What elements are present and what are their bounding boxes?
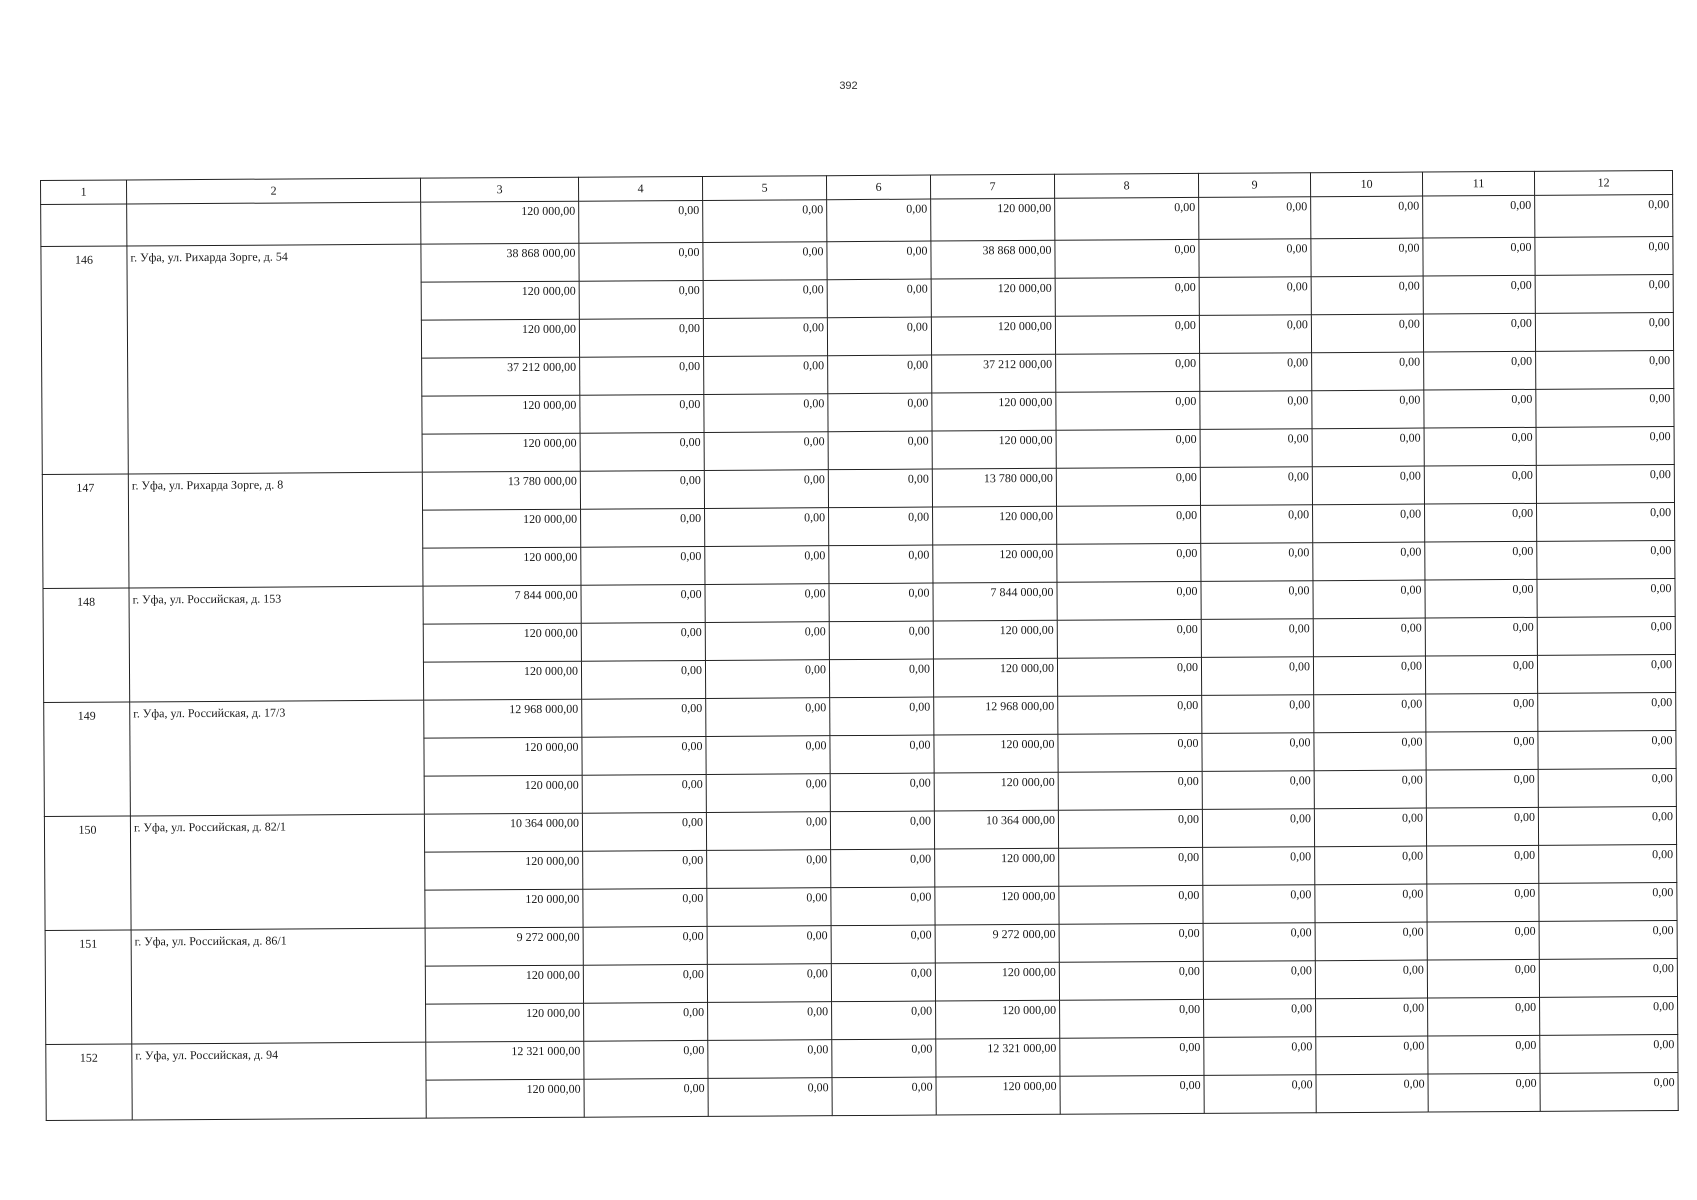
- value-cell: 12 321 000,00: [426, 1041, 584, 1080]
- value-cell: 120 000,00: [932, 430, 1056, 469]
- value-cell: 0,00: [579, 318, 703, 357]
- column-header: 9: [1198, 173, 1310, 198]
- value-cell: 0,00: [1427, 959, 1539, 998]
- value-cell: 0,00: [1204, 1037, 1316, 1076]
- document-sheet: [40, 170, 1678, 1121]
- value-cell: 0,00: [1202, 733, 1314, 772]
- column-header: 11: [1422, 171, 1534, 196]
- column-header: 10: [1310, 172, 1422, 197]
- value-cell: 0,00: [829, 545, 933, 584]
- value-cell: 0,00: [1315, 960, 1427, 999]
- column-header: 2: [127, 178, 421, 204]
- value-cell: 0,00: [1426, 769, 1538, 808]
- value-cell: 0,00: [1201, 543, 1313, 582]
- value-cell: 0,00: [1056, 467, 1200, 506]
- value-cell: 120 000,00: [423, 623, 581, 662]
- value-cell: 0,00: [582, 698, 706, 737]
- value-cell: 0,00: [1535, 195, 1673, 238]
- value-cell: 0,00: [580, 432, 704, 471]
- value-cell: 0,00: [705, 584, 829, 623]
- value-cell: 0,00: [1057, 543, 1201, 582]
- value-cell: 0,00: [827, 241, 931, 280]
- value-cell: 0,00: [829, 621, 933, 660]
- value-cell: 0,00: [706, 812, 830, 851]
- value-cell: 0,00: [1312, 466, 1424, 505]
- value-cell: 0,00: [1537, 541, 1675, 580]
- value-cell: 0,00: [1201, 505, 1313, 544]
- value-cell: 0,00: [1427, 883, 1539, 922]
- value-cell: 0,00: [1313, 656, 1425, 695]
- row-number-cell: 151: [45, 930, 132, 1045]
- value-cell: 0,00: [1200, 353, 1312, 392]
- value-cell: 0,00: [829, 659, 933, 698]
- value-cell: 0,00: [1056, 429, 1200, 468]
- value-cell: 0,00: [830, 697, 934, 736]
- value-cell: 0,00: [580, 356, 704, 395]
- page-number: 392: [839, 80, 858, 92]
- value-cell: 0,00: [1204, 999, 1316, 1038]
- value-cell: 0,00: [582, 774, 706, 813]
- value-cell: 0,00: [1060, 999, 1204, 1038]
- value-cell: 0,00: [1057, 581, 1201, 620]
- value-cell: 0,00: [827, 279, 931, 318]
- value-cell: 0,00: [1538, 693, 1676, 732]
- value-cell: 0,00: [583, 888, 707, 927]
- value-cell: 0,00: [584, 1078, 708, 1117]
- value-cell: 0,00: [1425, 541, 1537, 580]
- value-cell: 0,00: [1538, 731, 1676, 770]
- value-cell: 0,00: [1058, 809, 1202, 848]
- value-cell: 0,00: [581, 584, 705, 623]
- value-cell: 0,00: [829, 583, 933, 622]
- value-cell: 0,00: [1424, 427, 1536, 466]
- value-cell: 0,00: [703, 280, 827, 319]
- column-header: 5: [702, 176, 826, 201]
- value-cell: 0,00: [1535, 275, 1673, 314]
- value-cell: 0,00: [1425, 617, 1537, 656]
- value-cell: 12 968 000,00: [934, 696, 1058, 735]
- value-cell: 0,00: [703, 318, 827, 357]
- value-cell: 0,00: [832, 1039, 936, 1078]
- value-cell: 0,00: [828, 393, 932, 432]
- value-cell: 120 000,00: [423, 547, 581, 586]
- value-cell: 0,00: [1201, 619, 1313, 658]
- value-cell: 38 868 000,00: [421, 243, 579, 282]
- value-cell: 120 000,00: [421, 201, 579, 244]
- value-cell: 0,00: [1312, 428, 1424, 467]
- value-cell: 0,00: [1423, 313, 1535, 352]
- value-cell: 0,00: [581, 546, 705, 585]
- value-cell: 0,00: [579, 200, 703, 243]
- value-cell: 0,00: [1428, 1073, 1540, 1112]
- column-header: 1: [41, 180, 127, 205]
- value-cell: 0,00: [1057, 657, 1201, 696]
- value-cell: 0,00: [1537, 579, 1675, 618]
- value-cell: 0,00: [1199, 315, 1311, 354]
- value-cell: 120 000,00: [933, 506, 1057, 545]
- value-cell: 0,00: [1201, 581, 1313, 620]
- value-cell: 0,00: [579, 242, 703, 281]
- value-cell: 0,00: [1057, 505, 1201, 544]
- value-cell: 120 000,00: [933, 544, 1057, 583]
- column-header: 3: [420, 177, 578, 202]
- value-cell: 13 780 000,00: [932, 468, 1056, 507]
- value-cell: 9 272 000,00: [425, 927, 583, 966]
- value-cell: 120 000,00: [425, 965, 583, 1004]
- value-cell: 0,00: [1055, 239, 1199, 278]
- value-cell: 0,00: [584, 1040, 708, 1079]
- value-cell: 0,00: [1424, 389, 1536, 428]
- value-cell: 0,00: [830, 811, 934, 850]
- address-cell: г. Уфа, ул. Рихарда Зорге, д. 8: [128, 472, 423, 588]
- value-cell: 0,00: [828, 469, 932, 508]
- value-cell: 0,00: [581, 660, 705, 699]
- value-cell: 0,00: [581, 508, 705, 547]
- address-cell: г. Уфа, ул. Российская, д. 17/3: [130, 700, 425, 816]
- value-cell: 0,00: [1539, 921, 1677, 960]
- value-cell: 120 000,00: [935, 848, 1059, 887]
- funding-table: [40, 170, 1679, 1121]
- value-cell: 0,00: [1536, 351, 1674, 390]
- value-cell: 7 844 000,00: [423, 585, 581, 624]
- value-cell: 0,00: [1314, 732, 1426, 771]
- value-cell: 10 364 000,00: [424, 813, 582, 852]
- value-cell: 0,00: [1540, 1073, 1678, 1112]
- row-number-cell: 148: [43, 588, 130, 703]
- value-cell: 0,00: [583, 926, 707, 965]
- value-cell: 0,00: [827, 199, 931, 242]
- value-cell: 0,00: [1199, 239, 1311, 278]
- value-cell: 12 321 000,00: [936, 1038, 1060, 1077]
- value-cell: 0,00: [704, 470, 828, 509]
- value-cell: 0,00: [1315, 846, 1427, 885]
- value-cell: 0,00: [1057, 619, 1201, 658]
- value-cell: 120 000,00: [423, 661, 581, 700]
- value-cell: 0,00: [1060, 1037, 1204, 1076]
- value-cell: 120 000,00: [933, 620, 1057, 659]
- value-cell: 0,00: [828, 431, 932, 470]
- value-cell: 0,00: [582, 736, 706, 775]
- value-cell: 120 000,00: [934, 734, 1058, 773]
- value-cell: 0,00: [1424, 351, 1536, 390]
- row-number-cell: 150: [44, 816, 131, 931]
- value-cell: 0,00: [1312, 390, 1424, 429]
- value-cell: 0,00: [1202, 771, 1314, 810]
- value-cell: 120 000,00: [421, 281, 579, 320]
- address-cell: г. Уфа, ул. Рихарда Зорге, д. 54: [127, 244, 422, 474]
- value-cell: 0,00: [705, 622, 829, 661]
- value-cell: 0,00: [707, 850, 831, 889]
- value-cell: 0,00: [1423, 237, 1535, 276]
- value-cell: 12 968 000,00: [424, 699, 582, 738]
- value-cell: 0,00: [827, 317, 931, 356]
- row-number-cell: 147: [42, 474, 129, 589]
- address-cell: [127, 202, 421, 246]
- value-cell: 0,00: [1202, 695, 1314, 734]
- value-cell: 0,00: [1314, 694, 1426, 733]
- value-cell: 0,00: [704, 432, 828, 471]
- value-cell: 0,00: [829, 507, 933, 546]
- value-cell: 0,00: [582, 812, 706, 851]
- value-cell: 0,00: [1316, 1036, 1428, 1075]
- value-cell: 120 000,00: [935, 886, 1059, 925]
- value-cell: 0,00: [1536, 465, 1674, 504]
- value-cell: 0,00: [1059, 961, 1203, 1000]
- value-cell: 120 000,00: [936, 1076, 1060, 1115]
- value-cell: 0,00: [704, 394, 828, 433]
- value-cell: 0,00: [1203, 923, 1315, 962]
- value-cell: 0,00: [1537, 655, 1675, 694]
- value-cell: 0,00: [832, 1077, 936, 1116]
- row-number-cell: 149: [44, 702, 131, 817]
- value-cell: 0,00: [1315, 884, 1427, 923]
- value-cell: 0,00: [1314, 770, 1426, 809]
- value-cell: 0,00: [706, 698, 830, 737]
- value-cell: 0,00: [1055, 197, 1199, 240]
- value-cell: 0,00: [1311, 314, 1423, 353]
- value-cell: 0,00: [1537, 503, 1675, 542]
- address-cell: г. Уфа, ул. Российская, д. 82/1: [130, 814, 425, 930]
- value-cell: 0,00: [1311, 238, 1423, 277]
- value-cell: 120 000,00: [936, 1000, 1060, 1039]
- value-cell: 0,00: [1199, 197, 1311, 240]
- value-cell: 0,00: [1313, 542, 1425, 581]
- value-cell: 0,00: [706, 736, 830, 775]
- value-cell: 120 000,00: [935, 962, 1059, 1001]
- value-cell: 0,00: [579, 280, 703, 319]
- value-cell: 0,00: [831, 963, 935, 1002]
- value-cell: 120 000,00: [931, 198, 1055, 241]
- value-cell: 0,00: [1314, 808, 1426, 847]
- value-cell: 0,00: [1199, 277, 1311, 316]
- value-cell: 0,00: [1060, 1075, 1204, 1114]
- value-cell: 0,00: [1313, 504, 1425, 543]
- value-cell: 0,00: [1428, 1035, 1540, 1074]
- value-cell: 0,00: [703, 200, 827, 243]
- row-number-cell: 152: [46, 1044, 132, 1121]
- value-cell: 0,00: [704, 356, 828, 395]
- value-cell: 0,00: [584, 1002, 708, 1041]
- value-cell: 0,00: [1059, 885, 1203, 924]
- value-cell: 0,00: [1316, 1074, 1428, 1113]
- value-cell: 0,00: [1536, 389, 1674, 428]
- value-cell: 120 000,00: [426, 1079, 584, 1118]
- value-cell: 0,00: [1538, 807, 1676, 846]
- value-cell: 37 212 000,00: [932, 354, 1056, 393]
- value-cell: 0,00: [707, 888, 831, 927]
- value-cell: 0,00: [1311, 196, 1423, 239]
- value-cell: 7 844 000,00: [933, 582, 1057, 621]
- value-cell: 120 000,00: [422, 433, 580, 472]
- value-cell: 0,00: [1315, 922, 1427, 961]
- column-header: 12: [1534, 171, 1672, 196]
- value-cell: 0,00: [1425, 655, 1537, 694]
- value-cell: 0,00: [1427, 845, 1539, 884]
- value-cell: 0,00: [1200, 467, 1312, 506]
- value-cell: 120 000,00: [423, 509, 581, 548]
- value-cell: 0,00: [1423, 195, 1535, 238]
- value-cell: 0,00: [1539, 959, 1677, 998]
- value-cell: 0,00: [1202, 809, 1314, 848]
- value-cell: 0,00: [1058, 771, 1202, 810]
- value-cell: 0,00: [1201, 657, 1313, 696]
- value-cell: 0,00: [1423, 275, 1535, 314]
- value-cell: 0,00: [1059, 923, 1203, 962]
- value-cell: 0,00: [831, 887, 935, 926]
- value-cell: 0,00: [1536, 427, 1674, 466]
- value-cell: 0,00: [1540, 997, 1678, 1036]
- value-cell: 0,00: [1059, 847, 1203, 886]
- value-cell: 0,00: [1535, 237, 1673, 276]
- value-cell: 0,00: [1200, 391, 1312, 430]
- value-cell: 0,00: [707, 926, 831, 965]
- address-cell: г. Уфа, ул. Российская, д. 86/1: [131, 928, 426, 1044]
- row-number-cell: [41, 204, 127, 247]
- value-cell: 120 000,00: [934, 772, 1058, 811]
- value-cell: 0,00: [830, 735, 934, 774]
- value-cell: 0,00: [1203, 885, 1315, 924]
- value-cell: 120 000,00: [422, 395, 580, 434]
- value-cell: 0,00: [1203, 961, 1315, 1000]
- value-cell: 0,00: [1539, 883, 1677, 922]
- row-number-cell: 146: [41, 246, 128, 475]
- value-cell: 0,00: [580, 394, 704, 433]
- value-cell: 0,00: [1316, 998, 1428, 1037]
- value-cell: 0,00: [1426, 731, 1538, 770]
- value-cell: 0,00: [705, 546, 829, 585]
- value-cell: 120 000,00: [424, 737, 582, 776]
- value-cell: 0,00: [1312, 352, 1424, 391]
- table-body: [41, 195, 1679, 1121]
- value-cell: 120 000,00: [931, 316, 1055, 355]
- value-cell: 120 000,00: [425, 851, 583, 890]
- value-cell: 0,00: [1540, 1035, 1678, 1074]
- value-cell: 0,00: [1313, 618, 1425, 657]
- value-cell: 0,00: [1058, 695, 1202, 734]
- value-cell: 0,00: [1311, 276, 1423, 315]
- value-cell: 0,00: [705, 660, 829, 699]
- value-cell: 0,00: [1204, 1075, 1316, 1114]
- value-cell: 0,00: [1539, 845, 1677, 884]
- value-cell: 0,00: [1425, 503, 1537, 542]
- value-cell: 0,00: [583, 964, 707, 1003]
- value-cell: 120 000,00: [932, 392, 1056, 431]
- address-cell: г. Уфа, ул. Российская, д. 94: [132, 1042, 426, 1120]
- value-cell: 0,00: [1055, 277, 1199, 316]
- value-cell: 120 000,00: [424, 775, 582, 814]
- column-header: 8: [1054, 173, 1198, 198]
- value-cell: 0,00: [1535, 313, 1673, 352]
- value-cell: 0,00: [706, 774, 830, 813]
- value-cell: 0,00: [581, 622, 705, 661]
- value-cell: 0,00: [708, 1002, 832, 1041]
- value-cell: 0,00: [1056, 353, 1200, 392]
- value-cell: 0,00: [1056, 391, 1200, 430]
- value-cell: 9 272 000,00: [935, 924, 1059, 963]
- value-cell: 0,00: [1203, 847, 1315, 886]
- value-cell: 0,00: [1427, 921, 1539, 960]
- value-cell: 0,00: [831, 849, 935, 888]
- value-cell: 0,00: [832, 1001, 936, 1040]
- column-header: 6: [826, 175, 930, 200]
- value-cell: 13 780 000,00: [422, 471, 580, 510]
- value-cell: 0,00: [708, 1040, 832, 1079]
- value-cell: 0,00: [1200, 429, 1312, 468]
- value-cell: 0,00: [705, 508, 829, 547]
- value-cell: 0,00: [1426, 807, 1538, 846]
- value-cell: 0,00: [831, 925, 935, 964]
- column-header: 4: [578, 176, 702, 201]
- value-cell: 0,00: [1055, 315, 1199, 354]
- value-cell: 0,00: [703, 242, 827, 281]
- value-cell: 38 868 000,00: [931, 240, 1055, 279]
- value-cell: 0,00: [828, 355, 932, 394]
- value-cell: 0,00: [1058, 733, 1202, 772]
- value-cell: 0,00: [1313, 580, 1425, 619]
- value-cell: 0,00: [1426, 693, 1538, 732]
- address-cell: г. Уфа, ул. Российская, д. 153: [129, 586, 424, 702]
- value-cell: 120 000,00: [421, 319, 579, 358]
- value-cell: 37 212 000,00: [422, 357, 580, 396]
- value-cell: 0,00: [830, 773, 934, 812]
- value-cell: 0,00: [1537, 617, 1675, 656]
- value-cell: 0,00: [708, 1078, 832, 1117]
- value-cell: 0,00: [707, 964, 831, 1003]
- value-cell: 120 000,00: [931, 278, 1055, 317]
- value-cell: 120 000,00: [426, 1003, 584, 1042]
- value-cell: 0,00: [1538, 769, 1676, 808]
- value-cell: 0,00: [580, 470, 704, 509]
- value-cell: 0,00: [1428, 997, 1540, 1036]
- value-cell: 120 000,00: [933, 658, 1057, 697]
- value-cell: 0,00: [583, 850, 707, 889]
- value-cell: 120 000,00: [425, 889, 583, 928]
- value-cell: 0,00: [1424, 465, 1536, 504]
- value-cell: 0,00: [1425, 579, 1537, 618]
- column-header: 7: [930, 174, 1054, 199]
- value-cell: 10 364 000,00: [934, 810, 1058, 849]
